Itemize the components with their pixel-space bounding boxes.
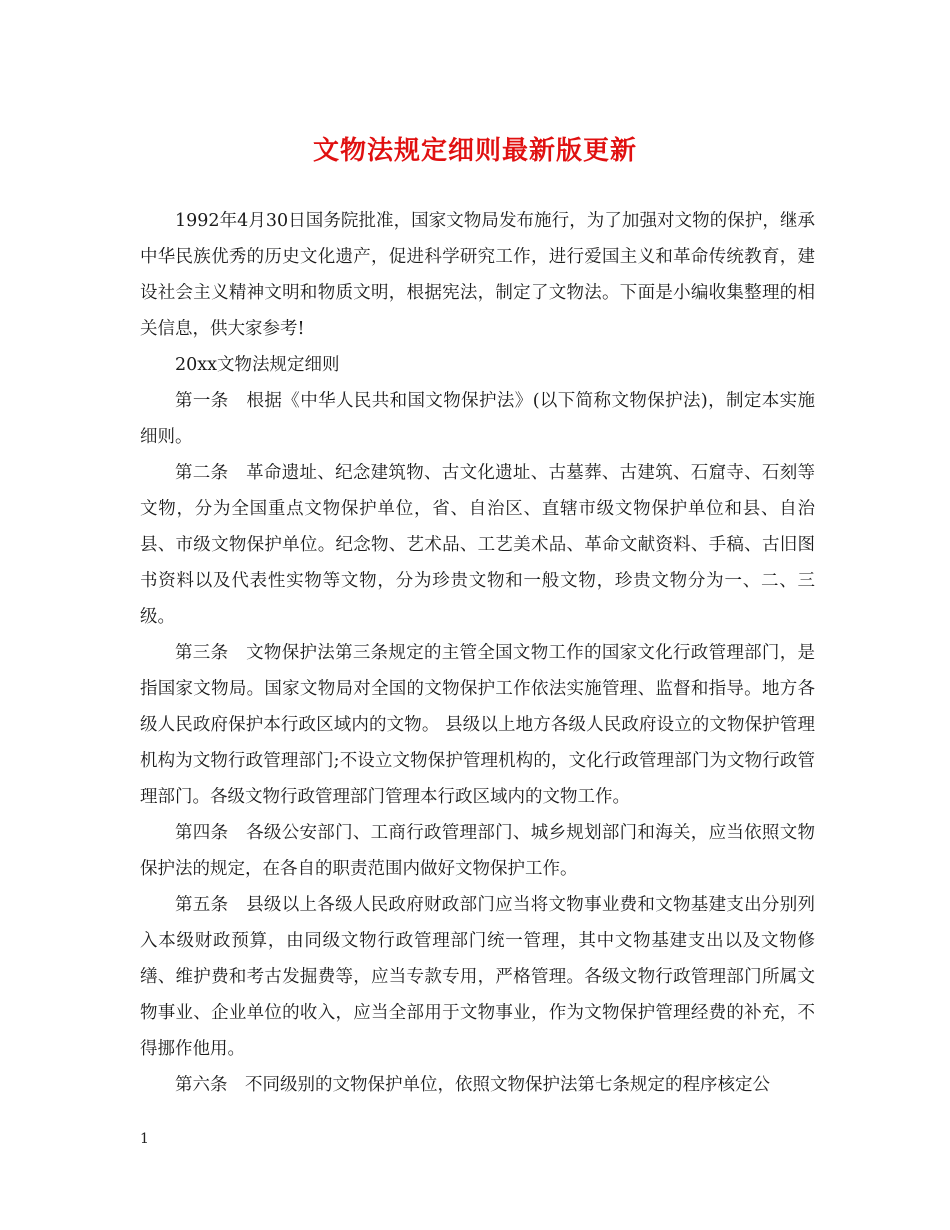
paragraph-heading: 20xx文物法规定细则: [175, 355, 340, 375]
paragraph-article-2: 第二条 革命遗址、纪念建筑物、古文化遗址、古墓葬、古建筑、石窟寺、石刻等文物，分为全国重点文物保护单位，省、自治区、直辖市级文物保护单位和县、自治县、市级文物保护单位。纪念物、艺术品、工艺美术品、革命文献资料、手稿、古旧图书资料以及代表性实物等文物，分为珍贵文物和一般文物，珍贵文物分为一、二、三级。: [140, 463, 815, 627]
paragraph-article-5: 第五条 县级以上各级人民政府财政部门应当将文物事业费和文物基建支出分别列入本级财政预算，由同级文物行政管理部门统一管理，其中文物基建支出以及文物修缮、维护费和考古发掘费等，应当专款专用，严格管理。各级文物行政管理部门所属文物事业、企业单位的收入，应当全部用于文物事业，作为文物保护管理经费的补充，不得挪作他用。: [140, 895, 815, 1059]
paragraph-article-6: 第六条 不同级别的文物保护单位，依照文物保护法第七条规定的程序核定公: [175, 1075, 770, 1095]
paragraph-article-3: 第三条 文物保护法第三条规定的主管全国文物工作的国家文化行政管理部门，是指国家文物局。国家文物局对全国的文物保护工作依法实施管理、监督和指导。地方各级人民政府保护本行政区域内的文物。 县级以上地方各级人民政府设立的文物保护管理机构为文物行政管理部门;不设立文物保护管理机构的，文化行政管理部门为文物行政管理部门。各级文物行政管理部门管理本行政区域内的文物工作。: [140, 643, 815, 807]
document-title: 文物法规定细则最新版更新: [312, 136, 637, 166]
paragraph-intro: 1992年4月30日国务院批准，国家文物局发布施行，为了加强对文物的保护，继承中华民族优秀的历史文化遗产，促进科学研究工作，进行爱国主义和革命传统教育，建设社会主义精神文明和物质文明，根据宪法，制定了文物法。下面是小编收集整理的相关信息，供大家参考!: [140, 211, 815, 339]
paragraph-article-1: 第一条 根据《中华人民共和国文物保护法》(以下简称文物保护法)，制定本实施细则。: [140, 391, 815, 447]
page-number: 1: [140, 1131, 149, 1147]
document-body: [140, 203, 815, 1103]
paragraph-article-4: 第四条 各级公安部门、工商行政管理部门、城乡规划部门和海关，应当依照文物保护法的规定，在各自的职责范围内做好文物保护工作。: [140, 823, 815, 879]
